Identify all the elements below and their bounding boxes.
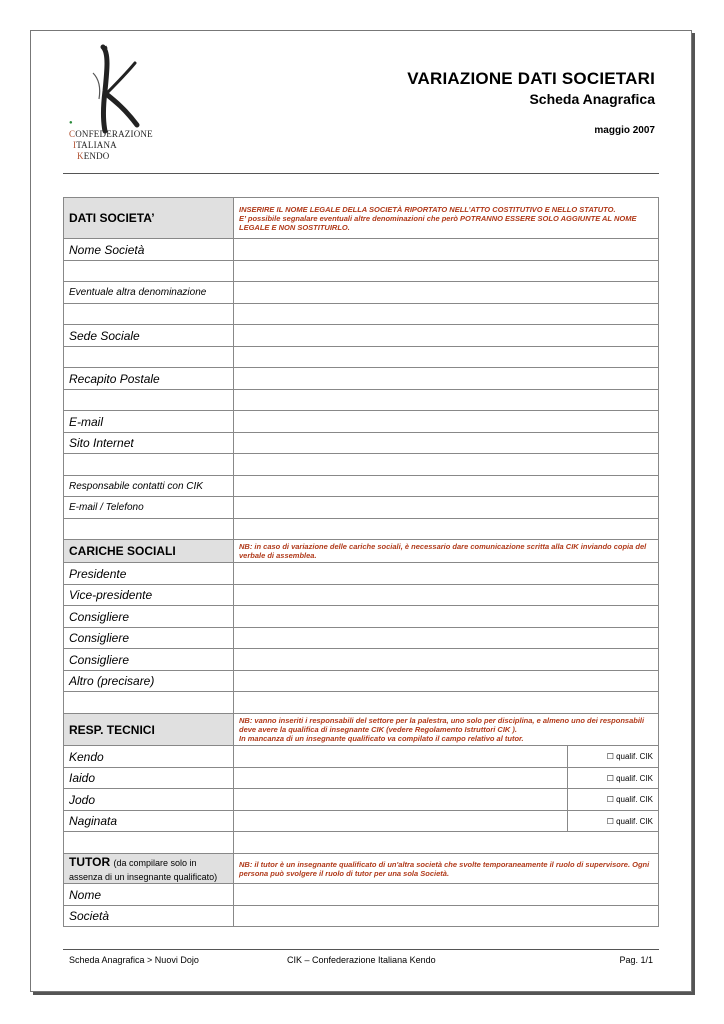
checkbox-qualif-naginata[interactable]: ☐ qualif. CIK <box>568 811 659 832</box>
note-cariche: NB: in caso di variazione delle cariche sociali, è necessario dare comunicazione scritta alla CIK inviando copia del verbale di assemblea. <box>234 540 659 563</box>
field-email-telefono-2[interactable] <box>234 519 659 540</box>
note-tecnici: NB: vanno inseriti i responsabili del settore per la palestra, uno solo per disciplina, e almeno uno dei responsabili deve avere la qualifica di insegnante CIK (vedere Regolamento Istruttori CIK ). In mancanza di un insegnante qualificato va compilato il campo relativo al tutor. <box>234 714 659 746</box>
field-altra-denominazione-2[interactable] <box>234 304 659 325</box>
label-blank <box>64 832 234 854</box>
note-societa: INSERIRE IL NOME LEGALE DELLA SOCIETÀ RIPORTATO NELL’ATTO COSTITUTIVO E NELLO STATUTO. E’ possibile segnalare eventuali altre denominazioni che però POTRANNO ESSERE SOLO AGGIUNTE AL NOME LEGALE E NON SOSTITUIRLO. <box>234 198 659 239</box>
field-sede-sociale-2[interactable] <box>234 347 659 368</box>
label-consigliere: Consigliere <box>64 649 234 671</box>
label-nome-societa: Nome Società <box>64 239 234 261</box>
section-title-cariche: CARICHE SOCIALI <box>64 540 234 563</box>
label-responsabile-contatti: Responsabile contatti con CIK <box>64 476 234 497</box>
label-sito-internet: Sito Internet <box>64 433 234 454</box>
field-altro-precisare-2[interactable] <box>234 692 659 714</box>
italian-flag-icon: ● <box>69 120 73 126</box>
footer-left: Scheda Anagrafica > Nuovi Dojo <box>69 955 199 965</box>
checkbox-qualif-jodo[interactable]: ☐ qualif. CIK <box>568 789 659 811</box>
field-consigliere-1[interactable] <box>234 606 659 628</box>
label-altra-denominazione: Eventuale altra denominazione <box>64 282 234 304</box>
label-iaido: Iaido <box>64 768 234 789</box>
field-tutor-societa[interactable] <box>234 906 659 927</box>
label-email: E-mail <box>64 411 234 433</box>
label-naginata: Naginata <box>64 811 234 832</box>
field-kendo[interactable] <box>234 746 568 768</box>
checkbox-qualif-kendo[interactable]: ☐ qualif. CIK <box>568 746 659 768</box>
tutor-title: TUTOR <box>69 854 111 869</box>
field-iaido[interactable] <box>234 768 568 789</box>
label-tutor-societa: Società <box>64 906 234 927</box>
document-title: VARIAZIONE DATI SOCIETARI <box>407 69 655 88</box>
label-consigliere: Consigliere <box>64 606 234 628</box>
field-responsabile-contatti[interactable] <box>234 476 659 497</box>
logo-text: CONFEDERAZIONE ITALIANA KENDO <box>69 129 153 161</box>
field-email[interactable] <box>234 411 659 433</box>
label-blank <box>64 454 234 476</box>
field-consigliere-2[interactable] <box>234 628 659 649</box>
label-blank <box>64 692 234 714</box>
document-title-block <box>407 69 655 107</box>
section-title-societa: DATI SOCIETA’ <box>64 198 234 239</box>
note-tutor: NB: il tutor è un insegnante qualificato di un'altra società che svolte temporaneamente il ruolo di supervisore. Ogni persona può svolgere il ruolo di tutor per una sola Società. <box>234 854 659 884</box>
page-footer <box>63 949 659 965</box>
field-recapito-postale-2[interactable] <box>234 390 659 411</box>
label-blank <box>64 304 234 325</box>
header-divider <box>63 173 659 174</box>
field-sito-internet[interactable] <box>234 433 659 454</box>
field-altro-precisare[interactable] <box>234 671 659 692</box>
document-subtitle: Scheda Anagrafica <box>529 91 655 107</box>
field-recapito-postale[interactable] <box>234 368 659 390</box>
field-jodo[interactable] <box>234 789 568 811</box>
section-title-tecnici: RESP. TECNICI <box>64 714 234 746</box>
footer-right: Pag. 1/1 <box>619 955 653 965</box>
field-email-telefono[interactable] <box>234 497 659 519</box>
field-sito-internet-2[interactable] <box>234 454 659 476</box>
field-altra-denominazione[interactable] <box>234 282 659 304</box>
field-sede-sociale[interactable] <box>234 325 659 347</box>
label-blank <box>64 261 234 282</box>
section-title-tutor <box>64 854 234 884</box>
field-presidente[interactable] <box>234 563 659 585</box>
label-presidente: Presidente <box>64 563 234 585</box>
label-recapito-postale: Recapito Postale <box>64 368 234 390</box>
tutor-subtitle-b: assenza di un insegnante qualificato) <box>69 871 218 882</box>
label-tutor-nome: Nome <box>64 884 234 906</box>
document-date: maggio 2007 <box>594 125 655 136</box>
field-tecnici-extra[interactable] <box>234 832 659 854</box>
footer-center: CIK – Confederazione Italiana Kendo <box>287 955 436 965</box>
field-nome-societa-2[interactable] <box>234 261 659 282</box>
form-table <box>63 197 659 927</box>
label-jodo: Jodo <box>64 789 234 811</box>
label-kendo: Kendo <box>64 746 234 768</box>
label-blank <box>64 519 234 540</box>
label-email-telefono: E-mail / Telefono <box>64 497 234 519</box>
label-consigliere: Consigliere <box>64 628 234 649</box>
label-sede-sociale: Sede Sociale <box>64 325 234 347</box>
label-vice-presidente: Vice-presidente <box>64 585 234 606</box>
field-vice-presidente[interactable] <box>234 585 659 606</box>
label-blank <box>64 390 234 411</box>
tutor-subtitle-a: (da compilare solo in <box>113 857 197 868</box>
field-consigliere-3[interactable] <box>234 649 659 671</box>
document-page <box>30 30 692 992</box>
field-nome-societa[interactable] <box>234 239 659 261</box>
checkbox-qualif-iaido[interactable]: ☐ qualif. CIK <box>568 768 659 789</box>
field-tutor-nome[interactable] <box>234 884 659 906</box>
field-naginata[interactable] <box>234 811 568 832</box>
label-blank <box>64 347 234 368</box>
label-altro-precisare: Altro (precisare) <box>64 671 234 692</box>
